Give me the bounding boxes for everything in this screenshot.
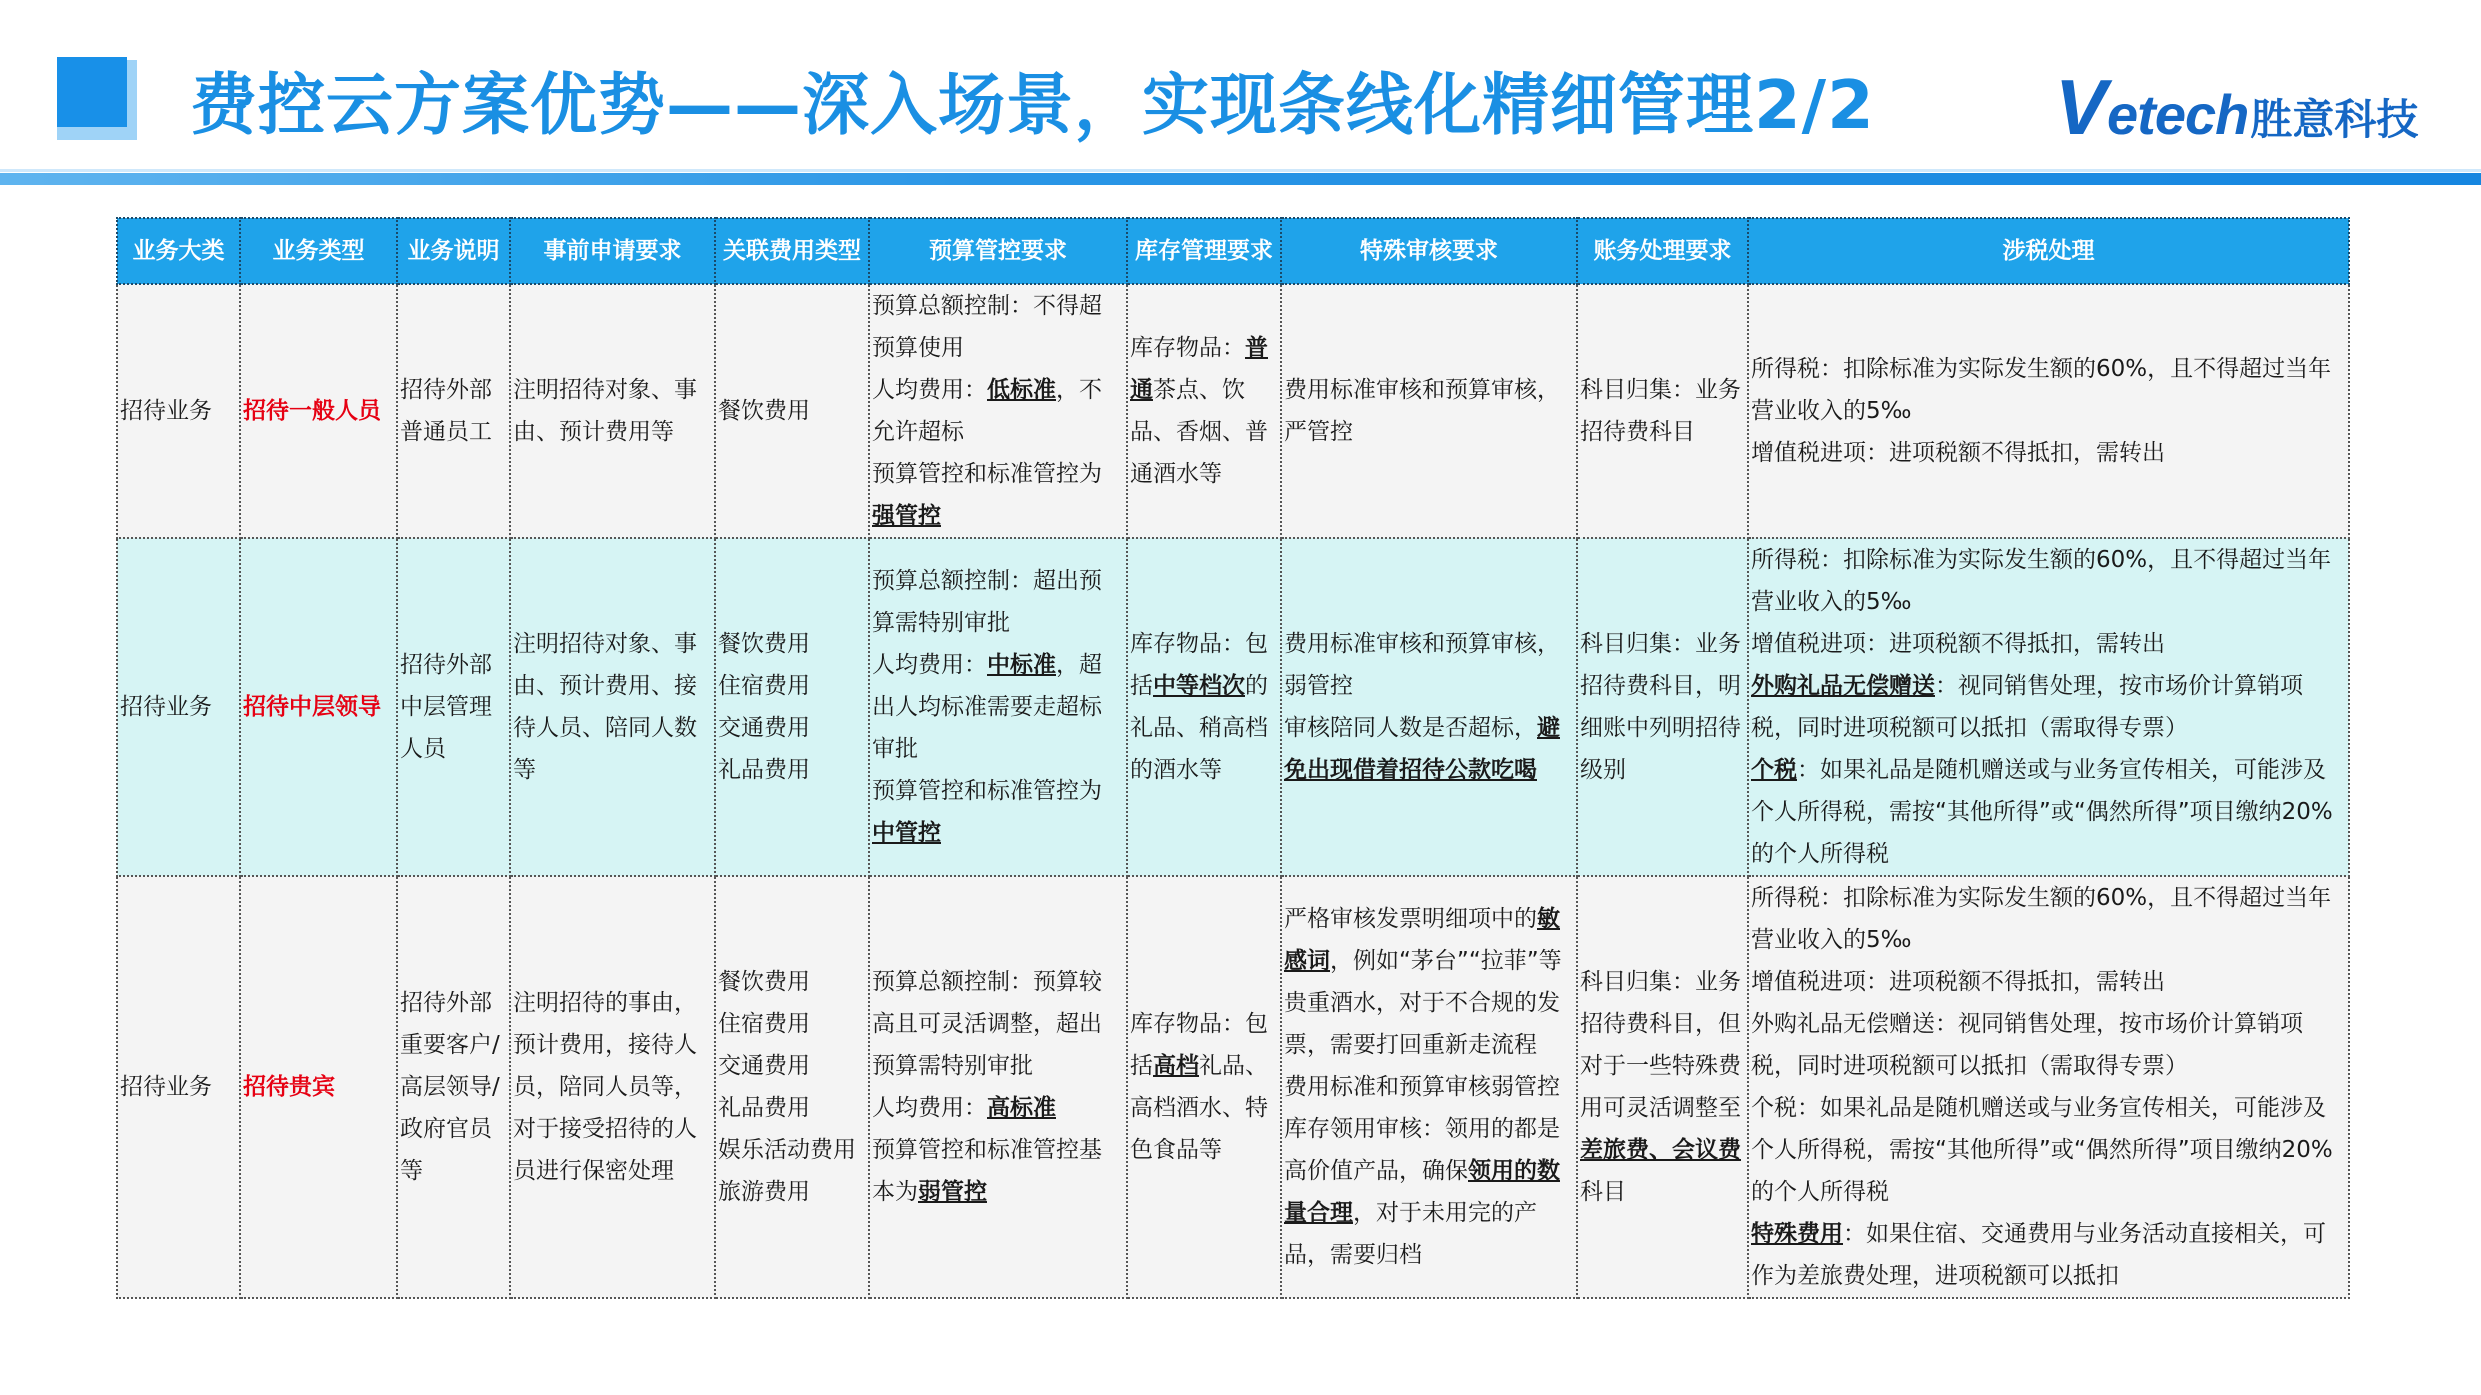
- inventory-line: 库存物品：普通茶点、饮品、香烟、普通酒水等: [1130, 335, 1268, 487]
- cell-budget: [869, 284, 1127, 538]
- cell-inventory: [1127, 284, 1281, 538]
- expense-type-item: 交通费用: [718, 715, 810, 741]
- accounting-line: 科目归集：业务招待费科目: [1580, 377, 1741, 445]
- budget-line: 预算总额控制：预算较高且可灵活调整，超出预算需特别审批: [872, 969, 1102, 1079]
- cell-inventory: [1127, 876, 1281, 1298]
- cell-inventory: [1127, 538, 1281, 876]
- budget-line: 预算管控和标准管控基本为弱管控: [872, 1137, 1102, 1205]
- expense-type-item: 住宿费用: [718, 673, 810, 699]
- logo-v: V: [2055, 63, 2108, 151]
- audit-line: 库存领用审核：领用的都是高价值产品，确保领用的数量合理，对于未用完的产品，需要归档: [1284, 1116, 1560, 1268]
- table-row: [117, 876, 2349, 1298]
- cell-category: 招待业务: [117, 284, 240, 538]
- cell-desc: 招待外部中层管理人员: [397, 538, 510, 876]
- header-budget: 预算管控要求: [869, 218, 1127, 284]
- budget-line: 预算总额控制：不得超预算使用: [872, 293, 1102, 361]
- tax-line: 所得税：扣除标准为实际发生额的60%，且不得超过当年营业收入的5‰: [1751, 547, 2332, 615]
- table-header-row: [117, 218, 2349, 284]
- cell-type: 招待贵宾: [240, 876, 397, 1298]
- audit-line: 费用标准审核和预算审核，弱管控: [1284, 631, 1560, 699]
- logo-cn: 胜意科技: [2250, 95, 2419, 144]
- expense-type-item: 交通费用: [718, 1053, 810, 1079]
- cell-audit: [1281, 876, 1577, 1298]
- header-category: 业务大类: [117, 218, 240, 284]
- audit-line: 费用标准和预算审核弱管控: [1284, 1074, 1560, 1100]
- cell-category: 招待业务: [117, 538, 240, 876]
- budget-line: 预算管控和标准管控为中管控: [872, 778, 1102, 846]
- header-rule: [0, 173, 2481, 185]
- accounting-line: 科目归集：业务招待费科目，但对于一些特殊费用可灵活调整至差旅费、会议费科目: [1580, 969, 1741, 1205]
- cell-type: 招待一般人员: [240, 284, 397, 538]
- tax-line: 个税：如果礼品是随机赠送或与业务宣传相关，可能涉及个人所得税，需按“其他所得”或“偶然所得”项目缴纳20%的个人所得税: [1751, 757, 2333, 867]
- cell-audit: [1281, 538, 1577, 876]
- title-accent-square: [57, 57, 127, 127]
- header-rule-thin: [0, 169, 2481, 172]
- budget-line: 人均费用：中标准，超出人均标准需要走超标审批: [872, 652, 1102, 762]
- cell-tax: [1748, 284, 2349, 538]
- header-tax: 涉税处理: [1748, 218, 2349, 284]
- logo-etech: etech: [2107, 83, 2249, 146]
- cell-accounting: [1577, 538, 1748, 876]
- table-row: [117, 284, 2349, 538]
- tax-line: 外购礼品无偿赠送：视同销售处理，按市场价计算销项税，同时进项税额可以抵扣（需取得专票）: [1751, 1011, 2303, 1079]
- cell-accounting: [1577, 284, 1748, 538]
- expense-type-item: 餐饮费用: [718, 631, 810, 657]
- tax-line: 个税：如果礼品是随机赠送或与业务宣传相关，可能涉及个人所得税，需按“其他所得”或“偶然所得”项目缴纳20%的个人所得税: [1751, 1095, 2333, 1205]
- header-audit: 特殊审核要求: [1281, 218, 1577, 284]
- cell-pre-apply: 注明招待的事由，预计费用，接待人员，陪同人员等，对于接受招待的人员进行保密处理: [510, 876, 715, 1298]
- cell-tax: [1748, 538, 2349, 876]
- cell-budget: [869, 538, 1127, 876]
- header-desc: 业务说明: [397, 218, 510, 284]
- management-table: [116, 217, 2350, 1299]
- tax-line: 增值税进项：进项税额不得抵扣，需转出: [1751, 440, 2165, 466]
- cell-audit: [1281, 284, 1577, 538]
- expense-type-item: 旅游费用: [718, 1179, 810, 1205]
- company-logo: [2055, 62, 2419, 151]
- tax-line: 所得税：扣除标准为实际发生额的60%，且不得超过当年营业收入的5‰: [1751, 885, 2332, 953]
- expense-type-item: 礼品费用: [718, 757, 810, 783]
- header-expense-types: 关联费用类型: [715, 218, 869, 284]
- tax-line: 外购礼品无偿赠送：视同销售处理，按市场价计算销项税，同时进项税额可以抵扣（需取得专票）: [1751, 673, 2303, 741]
- header-inventory: 库存管理要求: [1127, 218, 1281, 284]
- budget-line: 人均费用：高标准: [872, 1095, 1056, 1121]
- budget-line: 人均费用：低标准，不允许超标: [872, 377, 1102, 445]
- cell-tax: [1748, 876, 2349, 1298]
- audit-line: 费用标准审核和预算审核，严管控: [1284, 377, 1560, 445]
- inventory-line: 库存物品：包括中等档次的礼品、稍高档的酒水等: [1130, 631, 1268, 783]
- cell-budget: [869, 876, 1127, 1298]
- tax-line: 所得税：扣除标准为实际发生额的60%，且不得超过当年营业收入的5‰: [1751, 356, 2332, 424]
- cell-desc: 招待外部普通员工: [397, 284, 510, 538]
- expense-type-item: 餐饮费用: [718, 969, 810, 995]
- cell-type: 招待中层领导: [240, 538, 397, 876]
- cell-accounting: [1577, 876, 1748, 1298]
- expense-type-item: 餐饮费用: [718, 398, 810, 424]
- cell-expense-types: [715, 284, 869, 538]
- tax-line: 特殊费用：如果住宿、交通费用与业务活动直接相关，可作为差旅费处理，进项税额可以抵扣: [1751, 1221, 2326, 1289]
- accounting-line: 科目归集：业务招待费科目，明细账中列明招待级别: [1580, 631, 1741, 783]
- header-pre-apply: 事前申请要求: [510, 218, 715, 284]
- cell-pre-apply: 注明招待对象、事由、预计费用等: [510, 284, 715, 538]
- expense-type-item: 娱乐活动费用: [718, 1137, 856, 1163]
- audit-line: 严格审核发票明细项中的敏感词，例如“茅台”“拉菲”等贵重酒水，对于不合规的发票，需要打回重新走流程: [1284, 906, 1562, 1058]
- cell-expense-types: [715, 876, 869, 1298]
- expense-type-item: 住宿费用: [718, 1011, 810, 1037]
- tax-line: 增值税进项：进项税额不得抵扣，需转出: [1751, 631, 2165, 657]
- cell-expense-types: [715, 538, 869, 876]
- expense-type-item: 礼品费用: [718, 1095, 810, 1121]
- budget-line: 预算总额控制：超出预算需特别审批: [872, 568, 1102, 636]
- header-accounting: 账务处理要求: [1577, 218, 1748, 284]
- audit-line: 审核陪同人数是否超标，避免出现借着招待公款吃喝: [1284, 715, 1560, 783]
- inventory-line: 库存物品：包括高档礼品、高档酒水、特色食品等: [1130, 1011, 1268, 1163]
- tax-line: 增值税进项：进项税额不得抵扣，需转出: [1751, 969, 2165, 995]
- cell-pre-apply: 注明招待对象、事由、预计费用、接待人员、陪同人数等: [510, 538, 715, 876]
- header-type: 业务类型: [240, 218, 397, 284]
- table-row: [117, 538, 2349, 876]
- cell-category: 招待业务: [117, 876, 240, 1298]
- cell-desc: 招待外部重要客户/高层领导/政府官员等: [397, 876, 510, 1298]
- budget-line: 预算管控和标准管控为强管控: [872, 461, 1102, 529]
- page-title: 费控云方案优势——深入场景，实现条线化精细管理2/2: [190, 66, 1875, 144]
